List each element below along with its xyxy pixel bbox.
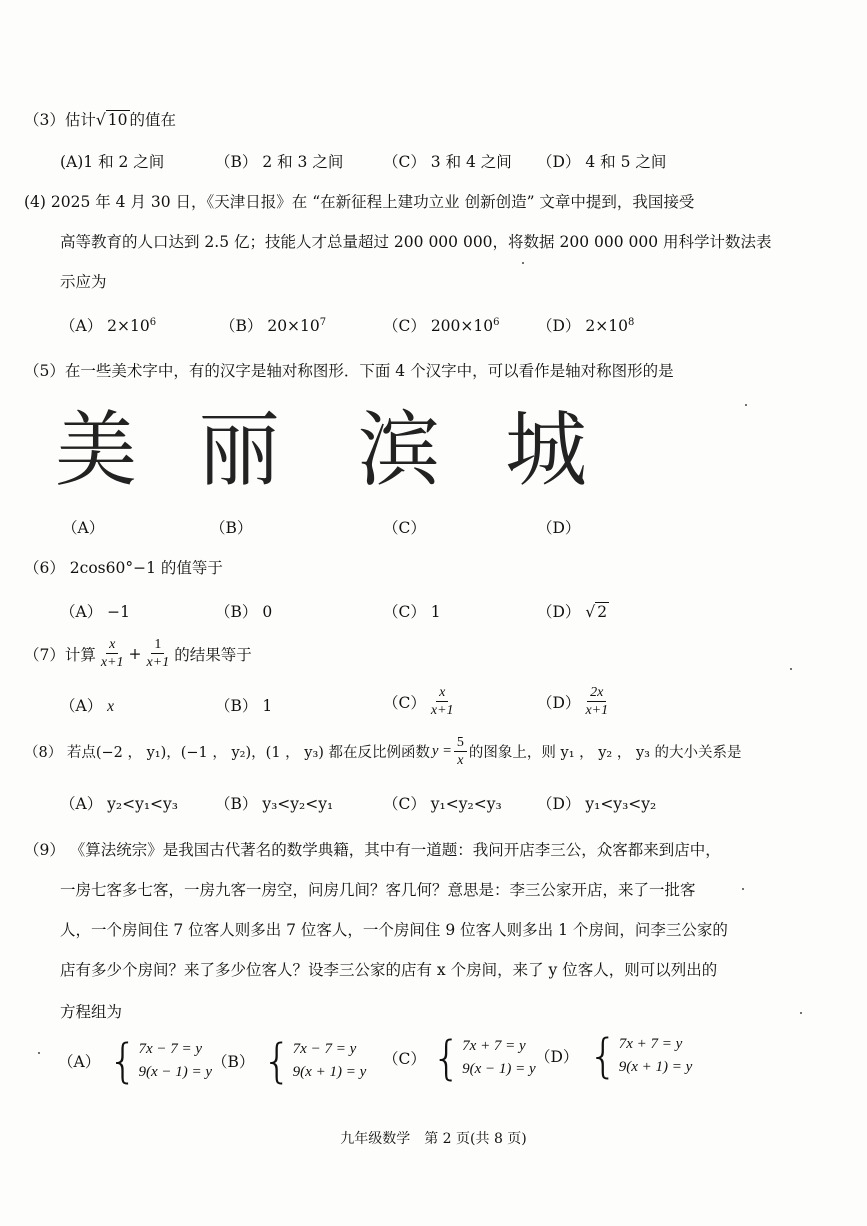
q3-label: （3）估计 — [24, 111, 96, 129]
q7-stem — [24, 636, 252, 671]
q9-line3: 人，一个房间住 7 位客人则多出 7 位客人，一个房间住 9 位客人则多出 1 个房间，问李三公家的 — [60, 921, 728, 939]
q5-char-b: 丽 — [198, 403, 281, 498]
q8-option-a: （A） y₂<y₁<y₃ — [60, 795, 179, 813]
q9-line1: （9） 《算法统宗》是我国古代著名的数学典籍，其中有一道题：我问开店李三公，众客都来到店中， — [24, 841, 721, 859]
q5-stem: （5）在一些美术字中，有的汉字是轴对称图形．下面 4 个汉字中，可以看作是轴对称图形的是 — [24, 362, 674, 380]
scan-speck — [745, 404, 747, 406]
q7-suffix: 的结果等于 — [174, 645, 252, 664]
q5-label-a: （A） — [62, 519, 105, 537]
scan-speck — [742, 888, 744, 890]
scan-speck — [522, 262, 524, 264]
q4-option-d: （D） $2\times 10^8$ — [537, 316, 635, 335]
q8-option-b: （B） y₃<y₂<y₁ — [215, 795, 334, 813]
page-footer: 九年级数学 第 2 页(共 8 页) — [340, 1131, 527, 1147]
q3-stem — [24, 108, 176, 130]
q6-option-d: （D） √ 2 — [537, 603, 608, 621]
q8-stem — [24, 734, 742, 769]
q6-option-c: （C） 1 — [383, 603, 441, 621]
q4-line1: (4) 2025 年 4 月 30 日，《天津日报》在 “在新征程上建功立业 创新创造” 文章中提到，我国接受 — [24, 193, 695, 211]
q9-line4: 店有多少个房间？来了多少位客人？设李三公家的店有 x 个房间，来了 y 位客人，则可以列出的 — [60, 961, 718, 979]
q5-label-c: （C） — [383, 519, 426, 537]
q9-option-b: （B） { 7x − 7 = y 9(x + 1) = y — [212, 1034, 367, 1088]
q7-option-c: （C） $\frac{x}{x+1}$ — [383, 685, 454, 718]
scan-speck — [38, 1052, 40, 1054]
q8-option-c: （C） y₁<y₂<y₃ — [383, 795, 502, 813]
scan-speck — [790, 668, 792, 670]
q4-option-a: （A） $2\times 10^6$ — [60, 316, 157, 335]
q3-option-d: （D） 4 和 5 之间 — [537, 153, 667, 171]
q9-line2: 一房七客多七客，一房九客一房空，问房几间？客几何？意思是：李三公家开店，来了一批客 — [60, 881, 696, 899]
q7-option-a: （A） x — [60, 697, 115, 715]
q4-option-b: （B） $20\times 10^7$ — [220, 316, 327, 335]
q9-option-a: （A） { 7x − 7 = y 9(x − 1) = y — [58, 1034, 213, 1088]
q5-char-a: 美 — [55, 403, 138, 498]
q7-plus: + — [128, 644, 142, 663]
q8-fraction: $\frac{5}{x}$ — [454, 734, 467, 769]
q4-line3: 示应为 — [60, 273, 107, 291]
q8-text-2: 的图象上，则 y₁ ， y₂ ， y₃ 的大小关系是 — [468, 745, 742, 761]
q7-option-d: （D） $\frac{2x}{x+1}$ — [537, 685, 609, 718]
q3-suffix: 的值在 — [129, 111, 177, 129]
q6-stem: （6） 2cos60°−1 的值等于 — [24, 559, 223, 577]
q7-option-b: （B） 1 — [215, 697, 273, 715]
q9-line5: 方程组为 — [60, 1003, 123, 1021]
q9-option-c: （C） { 7x + 7 = y 9(x − 1) = y — [383, 1031, 536, 1085]
q3-option-a: (A)1 和 2 之间 — [60, 153, 165, 171]
q6-d-sqrt: √ 2 — [585, 603, 608, 621]
q5-label-b: （B） — [210, 519, 253, 537]
scan-speck — [800, 1012, 802, 1014]
q4-option-c: （C） $200\times 10^6$ — [383, 316, 500, 335]
q6-option-b: （B） 0 — [215, 603, 273, 621]
q6-option-a: （A） −1 — [60, 603, 130, 621]
q7-fraction-1: $\frac{x}{x+1}$ — [100, 637, 124, 670]
q4-line2: 高等教育的人口达到 2.5 亿；技能人才总量超过 200 000 000，将数据 200 000 000 用科学计数法表 — [60, 233, 772, 251]
q8-option-d: （D） y₁<y₃<y₂ — [537, 795, 657, 813]
q7-label: （7）计算 — [24, 645, 96, 664]
q5-label-d: （D） — [537, 519, 581, 537]
q9-option-d: （D） { 7x + 7 = y 9(x + 1) = y — [535, 1029, 693, 1083]
q5-char-c: 滨 — [358, 403, 441, 498]
q7-fraction-2: $\frac{1}{x+1}$ — [146, 637, 170, 670]
q3-sqrt: √ 10 — [95, 111, 128, 129]
q3-option-b: （B） 2 和 3 之间 — [215, 153, 344, 171]
q3-option-c: （C） 3 和 4 之间 — [383, 153, 512, 171]
q8-text-1: （8） 若点(−2 ， y₁)，(−1 ， y₂)，(1 ， y₃) 都在反比例函数 — [24, 745, 431, 761]
q5-char-d: 城 — [505, 403, 588, 498]
q8-y-eq: y = — [432, 743, 452, 759]
